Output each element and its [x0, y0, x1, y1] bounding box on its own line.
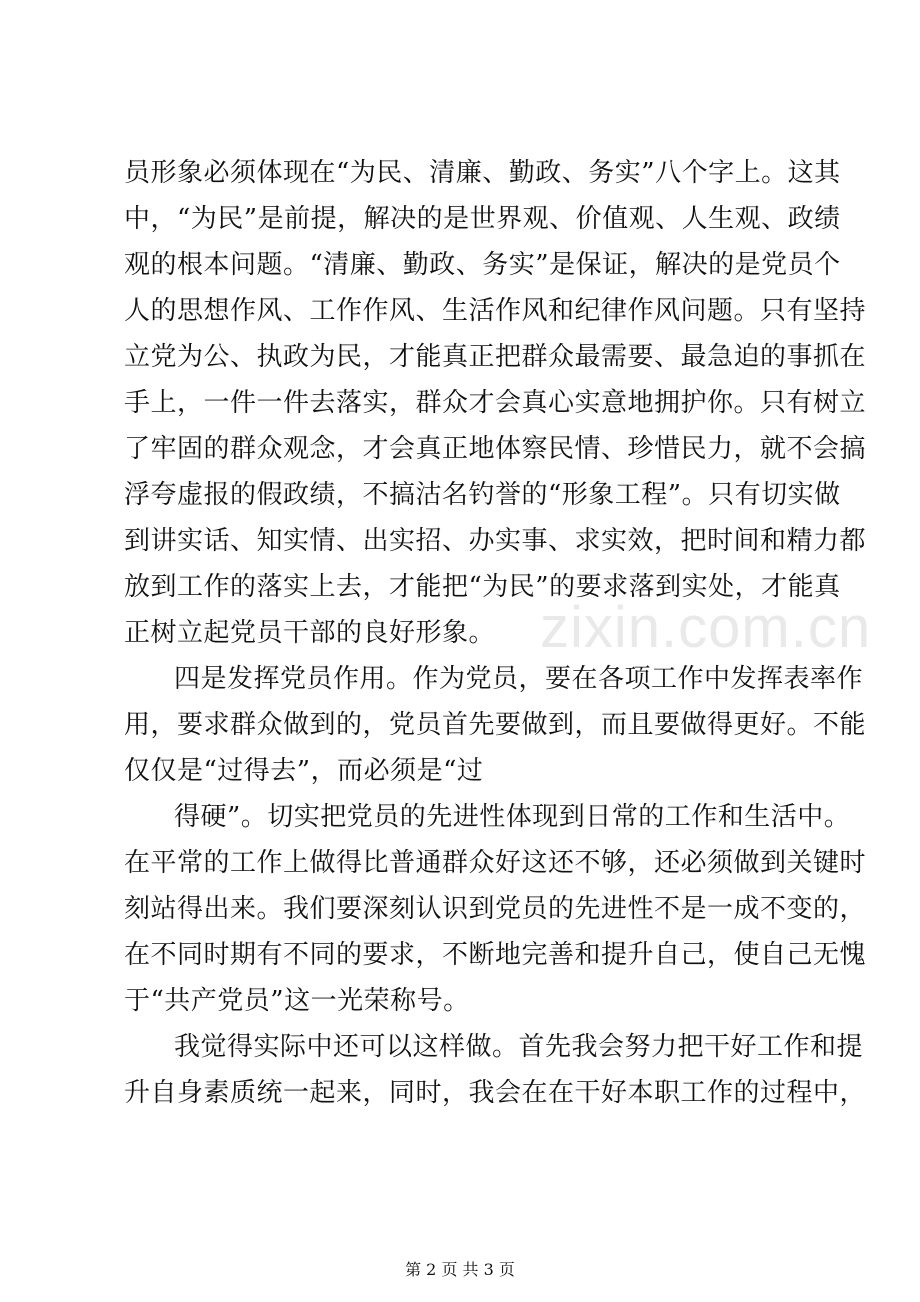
text-line: 浮夸虚报的假政绩，不搞沽名钓誉的“形象工程”。只有切实做: [124, 480, 841, 510]
text-line: 在不同时期有不同的要求，不断地完善和提升自己，使自己无愧: [124, 940, 867, 970]
text-line: 了牢固的群众观念，才会真正地体察民情、珍惜民力，就不会搞: [124, 434, 867, 464]
text-line: 刻站得出来。我们要深刻认识到党员的先进性不是一成不变的，: [124, 894, 867, 924]
page-footer: 第 2 页 共 3 页: [405, 1260, 515, 1279]
text-line: 手上，一件一件去落实，群众才会真心实意地拥护你。只有树立: [124, 388, 867, 418]
text-line: 立党为公、执政为民，才能真正把群众最需要、最急迫的事抓在: [124, 342, 867, 372]
text-line: 用，要求群众做到的，党员首先要做到，而且要做得更好。不能: [124, 710, 867, 740]
text-line: 升自身素质统一起来，同时，我会在在干好本职工作的过程中，: [124, 1078, 867, 1108]
text-line: 正树立起党员干部的良好形象。: [124, 618, 496, 648]
text-line: 人的思想作风、工作作风、生活作风和纪律作风问题。只有坚持: [124, 296, 867, 326]
text-line: 中，“为民”是前提，解决的是世界观、价值观、人生观、政绩: [124, 204, 841, 234]
watermark: zixin.com.cn: [540, 595, 872, 660]
text-line: 得硬”。切实把党员的先进性体现到日常的工作和生活中。: [174, 802, 851, 832]
text-line: 观的根本问题。“清廉、勤政、务实”是保证，解决的是党员个: [124, 250, 841, 280]
text-line: 员形象必须体现在“为民、清廉、勤政、务实”八个字上。这其: [124, 158, 841, 188]
text-line: 放到工作的落实上去，才能把“为民”的要求落到实处，才能真: [124, 572, 841, 602]
text-line: 到讲实话、知实情、出实招、办实事、求实效，把时间和精力都: [124, 526, 867, 556]
text-line: 在平常的工作上做得比普通群众好这还不够，还必须做到关键时: [124, 848, 867, 878]
text-line: 四是发挥党员作用。作为党员，要在各项工作中发挥表率作: [174, 664, 864, 694]
text-line: 于“共产党员”这一光荣称号。: [124, 986, 470, 1016]
text-line: 仅仅是“过得去”，而必须是“过: [124, 756, 484, 786]
text-line: 我觉得实际中还可以这样做。首先我会努力把干好工作和提: [174, 1032, 864, 1062]
